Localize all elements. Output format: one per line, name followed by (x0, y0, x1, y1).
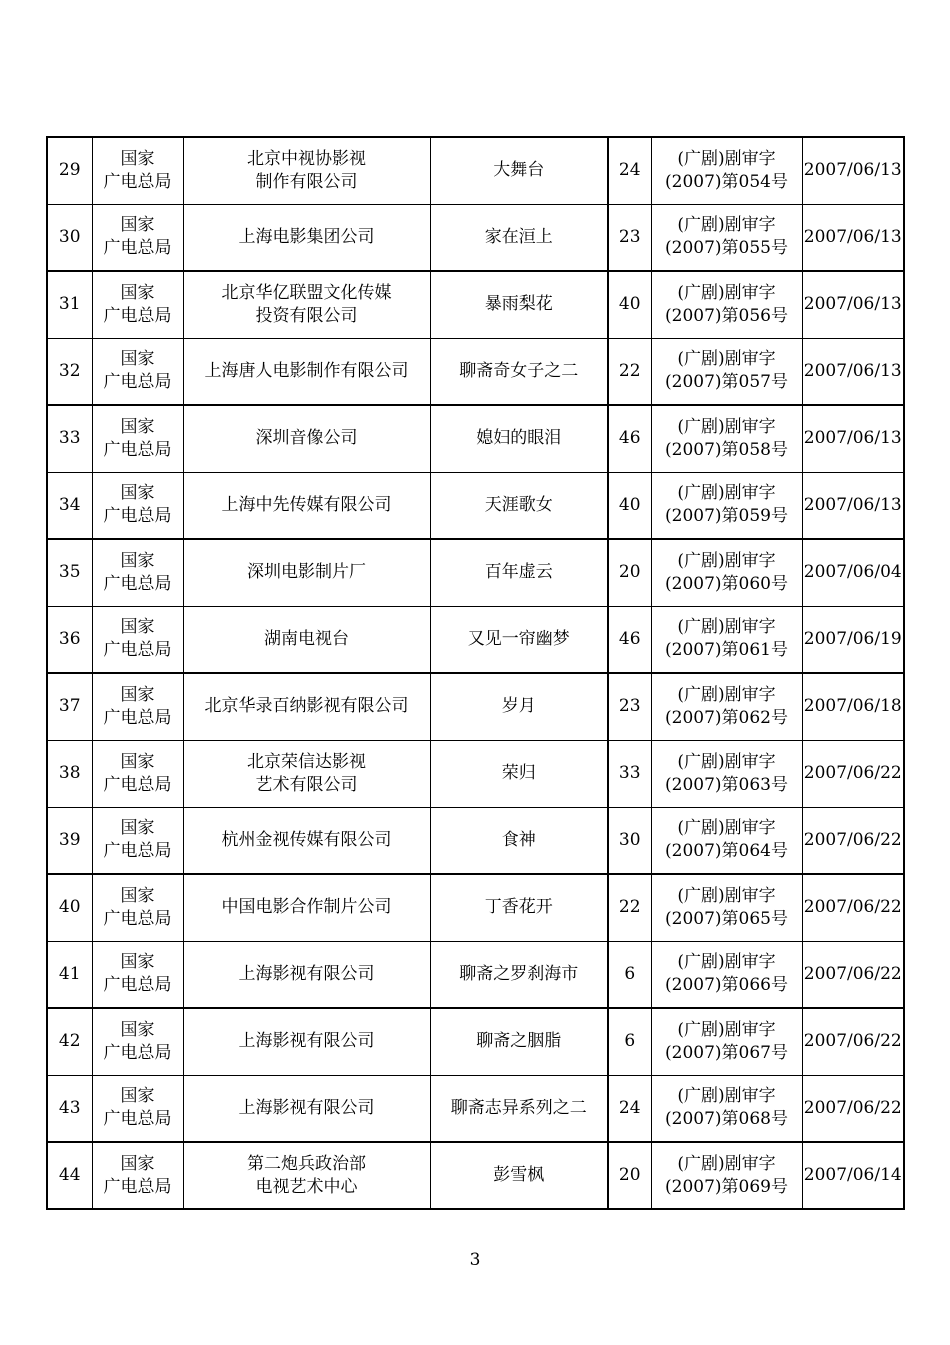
company-cell (183, 137, 430, 204)
approval-date-cell: 2007/06/13 (802, 472, 904, 539)
company-line: 第二炮兵政治部 (247, 1153, 366, 1174)
approval-date-cell: 2007/06/13 (802, 137, 904, 204)
row-number-cell: 36 (47, 606, 92, 673)
authority-cell (92, 673, 183, 740)
episodes-cell: 46 (608, 405, 651, 472)
permit-line: (广剧)剧审字 (677, 617, 776, 638)
authority-line: 广电总局 (103, 1109, 172, 1130)
permit-line: (2007)第063号 (665, 774, 788, 795)
drama-title-cell: 暴雨梨花 (430, 271, 608, 338)
authority-line: 国家 (120, 349, 155, 370)
authority-cell (92, 539, 183, 606)
table-row (47, 204, 904, 271)
row-number-cell: 41 (47, 941, 92, 1008)
table-row (47, 271, 904, 338)
authority-cell (92, 740, 183, 807)
episodes-cell: 22 (608, 338, 651, 405)
company-line: 北京华亿联盟文化传媒 (221, 282, 392, 303)
approval-date-cell: 2007/06/18 (802, 673, 904, 740)
authority-line: 广电总局 (103, 171, 172, 192)
authority-cell (92, 1075, 183, 1142)
table-row (47, 472, 904, 539)
row-number-cell: 35 (47, 539, 92, 606)
permit-line: (2007)第056号 (665, 305, 788, 326)
authority-line: 国家 (120, 1019, 155, 1040)
table-row (47, 874, 904, 941)
company-cell (183, 271, 430, 338)
company-line: 上海影视有限公司 (238, 963, 375, 984)
approval-date-cell: 2007/06/22 (802, 1008, 904, 1075)
row-number-cell: 44 (47, 1142, 92, 1209)
row-number-cell: 29 (47, 137, 92, 204)
permit-line: (2007)第060号 (665, 573, 788, 594)
episodes-cell: 40 (608, 472, 651, 539)
drama-title-cell: 彭雪枫 (430, 1142, 608, 1209)
episodes-cell: 6 (608, 1008, 651, 1075)
drama-title-cell: 聊斋奇女子之二 (430, 338, 608, 405)
table-row (47, 673, 904, 740)
permit-line: (广剧)剧审字 (677, 215, 776, 236)
approval-date-cell: 2007/06/13 (802, 204, 904, 271)
table-row (47, 1075, 904, 1142)
authority-cell (92, 338, 183, 405)
company-cell (183, 1142, 430, 1209)
company-cell (183, 1008, 430, 1075)
row-number-cell: 31 (47, 271, 92, 338)
drama-title-cell: 聊斋之胭脂 (430, 1008, 608, 1075)
authority-line: 广电总局 (103, 640, 172, 661)
authority-line: 广电总局 (103, 975, 172, 996)
permit-line: (2007)第059号 (665, 506, 788, 527)
permit-number-cell (651, 405, 802, 472)
episodes-cell: 24 (608, 1075, 651, 1142)
authority-line: 国家 (120, 751, 155, 772)
authority-line: 广电总局 (103, 707, 172, 728)
permit-number-cell (651, 740, 802, 807)
drama-title-cell: 岁月 (430, 673, 608, 740)
permit-number-cell (651, 874, 802, 941)
permit-number-cell (651, 941, 802, 1008)
permit-line: (广剧)剧审字 (677, 952, 776, 973)
authority-cell (92, 137, 183, 204)
authority-line: 国家 (120, 215, 155, 236)
company-line: 电视艺术中心 (255, 1176, 358, 1197)
authority-cell (92, 1008, 183, 1075)
authority-cell (92, 405, 183, 472)
table-row (47, 941, 904, 1008)
company-cell (183, 807, 430, 874)
drama-title-cell: 荣归 (430, 740, 608, 807)
table-row (47, 1142, 904, 1209)
authority-line: 国家 (120, 1086, 155, 1107)
drama-title-cell: 聊斋志异系列之二 (430, 1075, 608, 1142)
permit-line: (广剧)剧审字 (677, 684, 776, 705)
episodes-cell: 20 (608, 539, 651, 606)
approval-date-cell: 2007/06/14 (802, 1142, 904, 1209)
approval-table (46, 136, 905, 1210)
authority-line: 广电总局 (103, 305, 172, 326)
company-line: 制作有限公司 (255, 171, 358, 192)
company-cell (183, 539, 430, 606)
permit-line: (2007)第054号 (665, 171, 788, 192)
permit-line: (2007)第062号 (665, 707, 788, 728)
approval-date-cell: 2007/06/13 (802, 271, 904, 338)
table-row (47, 807, 904, 874)
permit-line: (广剧)剧审字 (677, 483, 776, 504)
row-number-cell: 32 (47, 338, 92, 405)
table-row (47, 740, 904, 807)
episodes-cell: 40 (608, 271, 651, 338)
company-cell (183, 673, 430, 740)
permit-line: (广剧)剧审字 (677, 1019, 776, 1040)
episodes-cell: 22 (608, 874, 651, 941)
permit-number-cell (651, 137, 802, 204)
company-line: 深圳音像公司 (255, 428, 358, 449)
permit-line: (2007)第057号 (665, 372, 788, 393)
row-number-cell: 39 (47, 807, 92, 874)
permit-number-cell (651, 204, 802, 271)
permit-line: (广剧)剧审字 (677, 282, 776, 303)
company-line: 上海影视有限公司 (238, 1097, 375, 1118)
permit-number-cell (651, 673, 802, 740)
permit-line: (2007)第067号 (665, 1042, 788, 1063)
company-cell (183, 941, 430, 1008)
authority-cell (92, 271, 183, 338)
approval-date-cell: 2007/06/22 (802, 941, 904, 1008)
company-line: 投资有限公司 (255, 305, 358, 326)
authority-line: 广电总局 (103, 841, 172, 862)
permit-line: (广剧)剧审字 (677, 550, 776, 571)
permit-line: (2007)第058号 (665, 439, 788, 460)
table-body (47, 137, 904, 1209)
permit-number-cell (651, 472, 802, 539)
row-number-cell: 30 (47, 204, 92, 271)
approval-date-cell: 2007/06/22 (802, 874, 904, 941)
permit-line: (2007)第066号 (665, 975, 788, 996)
company-line: 湖南电视台 (264, 628, 349, 649)
drama-title-cell: 聊斋之罗刹海市 (430, 941, 608, 1008)
permit-line: (2007)第064号 (665, 841, 788, 862)
permit-line: (广剧)剧审字 (677, 1153, 776, 1174)
authority-cell (92, 472, 183, 539)
company-line: 深圳电影制片厂 (247, 562, 366, 583)
company-cell (183, 204, 430, 271)
table-row (47, 539, 904, 606)
company-line: 中国电影合作制片公司 (221, 897, 392, 918)
authority-line: 国家 (120, 416, 155, 437)
permit-line: (2007)第065号 (665, 908, 788, 929)
table-row (47, 338, 904, 405)
drama-title-cell: 丁香花开 (430, 874, 608, 941)
permit-number-cell (651, 807, 802, 874)
authority-line: 广电总局 (103, 506, 172, 527)
table-row (47, 137, 904, 204)
episodes-cell: 46 (608, 606, 651, 673)
permit-line: (广剧)剧审字 (677, 148, 776, 169)
permit-line: (广剧)剧审字 (677, 1086, 776, 1107)
authority-line: 广电总局 (103, 1042, 172, 1063)
episodes-cell: 24 (608, 137, 651, 204)
authority-cell (92, 606, 183, 673)
approval-date-cell: 2007/06/22 (802, 740, 904, 807)
episodes-cell: 20 (608, 1142, 651, 1209)
authority-cell (92, 204, 183, 271)
company-cell (183, 606, 430, 673)
permit-number-cell (651, 1008, 802, 1075)
approval-date-cell: 2007/06/13 (802, 338, 904, 405)
company-line: 上海唐人电影制作有限公司 (204, 360, 409, 381)
permit-number-cell (651, 1142, 802, 1209)
authority-line: 广电总局 (103, 1176, 172, 1197)
row-number-cell: 43 (47, 1075, 92, 1142)
episodes-cell: 33 (608, 740, 651, 807)
company-line: 上海影视有限公司 (238, 1031, 375, 1052)
permit-number-cell (651, 539, 802, 606)
company-line: 杭州金视传媒有限公司 (221, 829, 392, 850)
authority-line: 国家 (120, 1153, 155, 1174)
row-number-cell: 42 (47, 1008, 92, 1075)
company-cell (183, 740, 430, 807)
permit-number-cell (651, 338, 802, 405)
authority-line: 国家 (120, 952, 155, 973)
company-line: 北京中视协影视 (247, 148, 366, 169)
approval-date-cell: 2007/06/13 (802, 405, 904, 472)
permit-number-cell (651, 271, 802, 338)
authority-cell (92, 807, 183, 874)
permit-line: (广剧)剧审字 (677, 349, 776, 370)
approval-date-cell: 2007/06/22 (802, 807, 904, 874)
table-row (47, 1008, 904, 1075)
company-cell (183, 338, 430, 405)
authority-line: 广电总局 (103, 238, 172, 259)
episodes-cell: 23 (608, 204, 651, 271)
authority-line: 广电总局 (103, 372, 172, 393)
approval-date-cell: 2007/06/22 (802, 1075, 904, 1142)
authority-line: 国家 (120, 483, 155, 504)
permit-number-cell (651, 606, 802, 673)
drama-title-cell: 媳妇的眼泪 (430, 405, 608, 472)
company-line: 北京荣信达影视 (247, 751, 366, 772)
authority-line: 国家 (120, 818, 155, 839)
permit-line: (2007)第061号 (665, 640, 788, 661)
permit-line: (2007)第068号 (665, 1109, 788, 1130)
authority-line: 广电总局 (103, 439, 172, 460)
company-cell (183, 874, 430, 941)
row-number-cell: 38 (47, 740, 92, 807)
drama-title-cell: 大舞台 (430, 137, 608, 204)
drama-title-cell: 家在洹上 (430, 204, 608, 271)
authority-line: 广电总局 (103, 774, 172, 795)
episodes-cell: 30 (608, 807, 651, 874)
row-number-cell: 37 (47, 673, 92, 740)
row-number-cell: 34 (47, 472, 92, 539)
authority-line: 广电总局 (103, 908, 172, 929)
company-cell (183, 472, 430, 539)
table-row (47, 405, 904, 472)
permit-line: (广剧)剧审字 (677, 885, 776, 906)
drama-title-cell: 百年虚云 (430, 539, 608, 606)
authority-line: 国家 (120, 885, 155, 906)
permit-line: (2007)第055号 (665, 238, 788, 259)
permit-line: (广剧)剧审字 (677, 751, 776, 772)
episodes-cell: 6 (608, 941, 651, 1008)
authority-line: 国家 (120, 282, 155, 303)
permit-number-cell (651, 1075, 802, 1142)
company-line: 北京华录百纳影视有限公司 (204, 696, 409, 717)
drama-title-cell: 食神 (430, 807, 608, 874)
table-row (47, 606, 904, 673)
authority-cell (92, 941, 183, 1008)
company-line: 上海中先传媒有限公司 (221, 494, 392, 515)
permit-line: (广剧)剧审字 (677, 818, 776, 839)
drama-title-cell: 天涯歌女 (430, 472, 608, 539)
company-cell (183, 1075, 430, 1142)
permit-line: (广剧)剧审字 (677, 416, 776, 437)
permit-line: (2007)第069号 (665, 1176, 788, 1197)
page-number: 3 (469, 1250, 481, 1270)
company-cell (183, 405, 430, 472)
company-line: 上海电影集团公司 (238, 226, 375, 247)
row-number-cell: 40 (47, 874, 92, 941)
authority-line: 国家 (120, 617, 155, 638)
authority-line: 广电总局 (103, 573, 172, 594)
row-number-cell: 33 (47, 405, 92, 472)
authority-line: 国家 (120, 550, 155, 571)
approval-date-cell: 2007/06/04 (802, 539, 904, 606)
approval-date-cell: 2007/06/19 (802, 606, 904, 673)
authority-cell (92, 1142, 183, 1209)
authority-cell (92, 874, 183, 941)
authority-line: 国家 (120, 684, 155, 705)
episodes-cell: 23 (608, 673, 651, 740)
authority-line: 国家 (120, 148, 155, 169)
company-line: 艺术有限公司 (255, 774, 358, 795)
drama-title-cell: 又见一帘幽梦 (430, 606, 608, 673)
